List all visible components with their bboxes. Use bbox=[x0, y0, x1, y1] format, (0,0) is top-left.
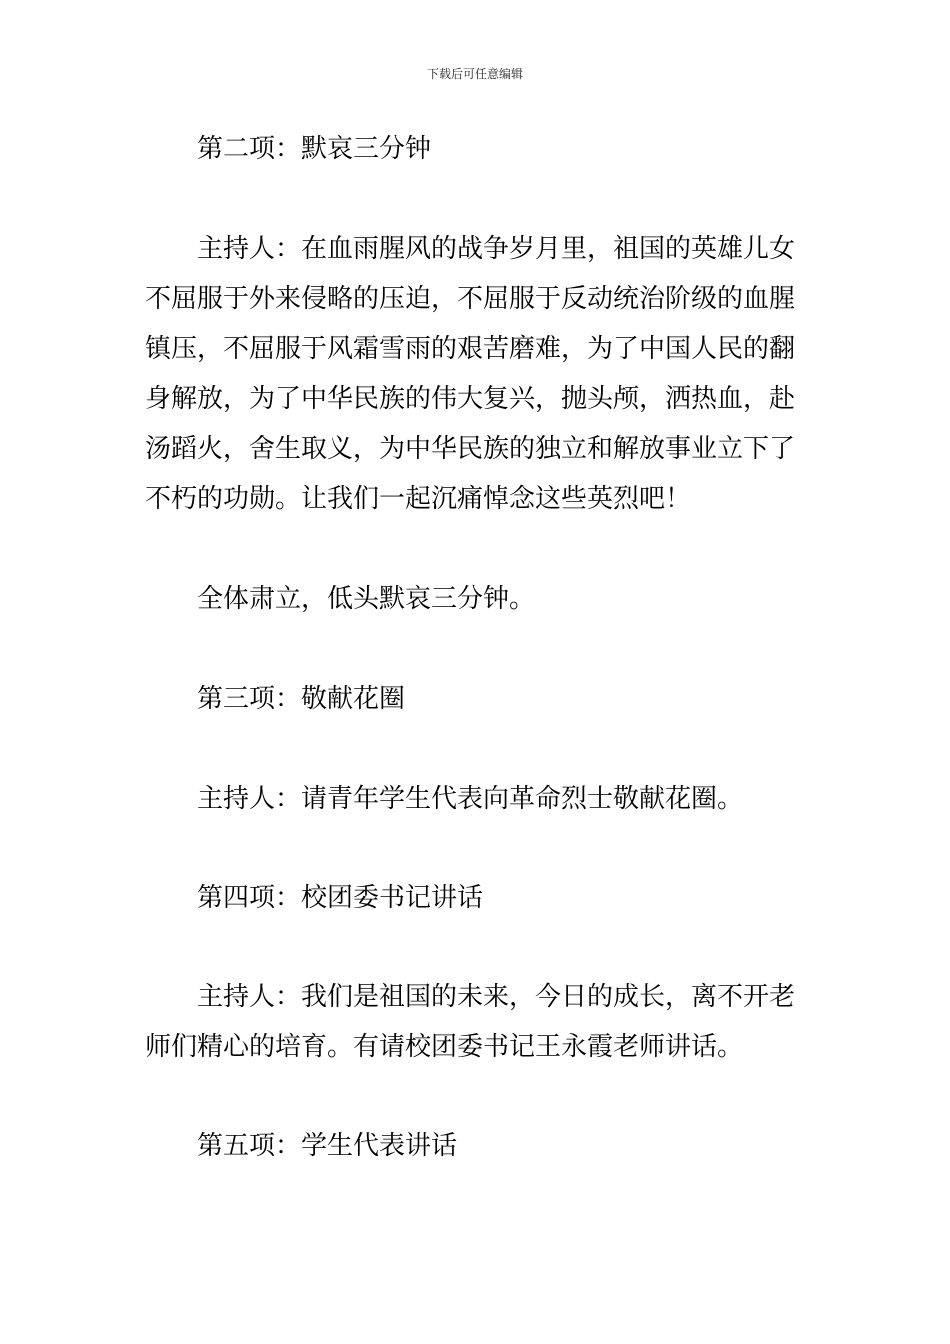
item-four-heading: 第四项：校团委书记讲话 bbox=[197, 883, 484, 913]
host-teacher-paragraph: 主持人：我们是祖国的未来，今日的成长，离不开老师们精心的培育。有请校团委书记王永霞老师讲话。 bbox=[145, 982, 796, 1062]
header-note: 下载后可任意编辑 bbox=[426, 67, 523, 81]
item-five-heading: 第五项：学生代表讲话 bbox=[197, 1131, 458, 1161]
silence-instruction: 全体肃立，低头默哀三分钟。 bbox=[197, 584, 536, 614]
host-wreath-paragraph: 主持人：请青年学生代表向革命烈士敬献花圈。 bbox=[197, 784, 744, 814]
item-three-heading: 第三项：敬献花圈 bbox=[197, 684, 406, 714]
host-speech-paragraph: 主持人：在血雨腥风的战争岁月里，祖国的英雄儿女不屈服于外来侵略的压迫，不屈服于反动统治阶级的血腥镇压，不屈服于风霜雪雨的艰苦磨难，为了中国人民的翻身解放，为了中华民族的伟大复兴，抛头颅，洒热血，赴汤蹈火，舍生取义，为中华民族的独立和解放事业立下了不朽的功勋。让我们一起沉痛悼念这些英烈吧！ bbox=[145, 234, 796, 514]
item-two-heading: 第二项：默哀三分钟 bbox=[197, 134, 432, 164]
